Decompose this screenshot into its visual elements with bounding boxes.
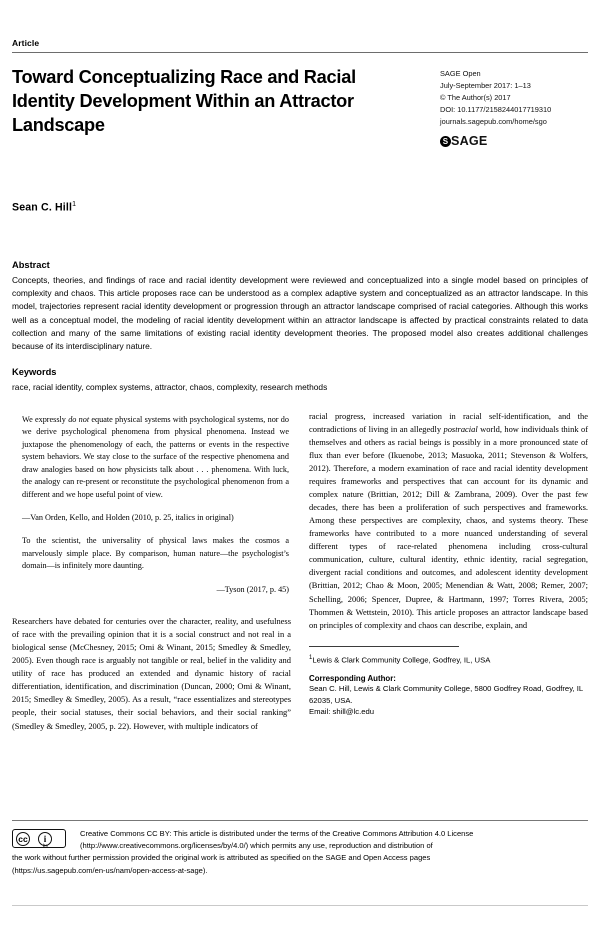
affiliation-marker: 1 [309, 654, 313, 661]
body-columns [12, 410, 588, 733]
right-column [309, 410, 588, 733]
left-column [12, 410, 291, 733]
sage-logo-text: SAGE [451, 133, 488, 148]
abstract-heading: Abstract [12, 259, 50, 270]
header-divider [12, 52, 588, 53]
right-body-part1: racial progress, increased variation in racial self-identification, and the contradictions of living in an allegedly [309, 410, 588, 434]
epigraph-two: To the scientist, the universality of physical laws makes the cosmos a marvelously simple place. By comparison, human nature—the psychologist’s domain—is infinitely more daunting. [22, 536, 289, 571]
abstract-section [12, 260, 588, 353]
sage-logo [440, 131, 588, 151]
page-content [12, 0, 588, 733]
journal-doi: DOI: 10.1177/2158244017719310 [440, 104, 552, 114]
journal-copyright: © The Author(s) 2017 [440, 92, 511, 102]
epigraph-one [22, 414, 291, 501]
abstract-text: Concepts, theories, and findings of race and racial identity development were reviewed and conceptualized into a single model based on principles of complexity and chaos. This article proposes race can be understood as a complex adaptive system and conceptualized as an attractor landscape. In this model, trajectories represent racial identity development or progression through an attractor landscape comprised of racial categories. Although this works well as a conceptual model, the modeling of racial identity development within an attractor landscape is affected by practical constraints related to data collection and many of the same limitations of existing racial identity development theories. The proposed model also creates additional challenges because of its interdisciplinary nature. [12, 274, 588, 352]
keywords-heading: Keywords [12, 367, 57, 378]
author-affiliation [309, 654, 588, 666]
journal-metadata [440, 65, 588, 151]
journal-url[interactable]: journals.sagepub.com/home/sgo [440, 116, 547, 126]
right-body-italic: postracial [443, 423, 478, 434]
page-bottom-divider [12, 905, 588, 906]
keywords-section [12, 367, 588, 394]
license-text [12, 828, 588, 877]
license-row [12, 828, 588, 877]
article-type-kicker: Article [12, 38, 40, 48]
sage-logo-mark: S [440, 136, 451, 147]
affiliation-text: Lewis & Clark Community College, Godfrey, IL, USA [312, 655, 491, 665]
keywords-text: race, racial identity, complex systems, attractor, chaos, complexity, research methods [12, 382, 328, 393]
page-title: Toward Conceptualizing Race and Racial Identity Development Within an Attractor Landscape [12, 67, 356, 136]
journal-name: SAGE Open [440, 69, 481, 78]
footnote-divider [309, 646, 459, 647]
license-line-4[interactable]: (https://us.sagepub.com/en-us/nam/open-access-at-sage). [12, 865, 208, 875]
license-line-3: the work without further permission provided the original work is attributed as specified on the SAGE and Open Access pages [12, 853, 431, 863]
journal-issue: July-September 2017: 1–13 [440, 80, 531, 90]
author-affiliation-marker: 1 [72, 201, 77, 209]
cc-by-label: by [43, 843, 49, 848]
corresponding-author-address: Sean C. Hill, Lewis & Clark Community College, 5800 Godfrey Road, Godfrey, IL 62035, USA. [309, 684, 583, 705]
left-body-paragraph: Researchers have debated for centuries over the character, reality, and usefulness of race with the prevailing opinion that it is a social construct and not real in a biological sense (McChesney, 2015; Omi & Winant, 2015; Smedley & Smedley, 2005). Even though race is arguably not tangible or real, belief in the validity and utility of race has produced an extended and dynamic history of racial differentiation, identification, and discrimination (Duncan, 2000; Omi & Winant, 2015; Smedley & Smedley, 2005). As a result, “race essentializes and stereotypes people, their social statuses, their social behaviors, and their social ranking” (Smedley & Smedley, 2005, p. 22). However, with multiple indicators of [12, 616, 291, 731]
title-row [12, 65, 588, 151]
corresponding-author-email[interactable]: Email: shill@lc.edu [309, 707, 375, 717]
epigraph-one-part1: We expressly [22, 414, 69, 424]
epigraph-one-attribution: —Van Orden, Kello, and Holden (2010, p. 25, italics in original) [22, 513, 234, 523]
epigraph-one-italic: do not [68, 414, 90, 424]
license-divider [12, 820, 588, 821]
license-line-1: Creative Commons CC BY: This article is distributed under the terms of the Creative Commons Attribution 4.0 License [80, 829, 474, 838]
license-line-2[interactable]: (http://www.creativecommons.org/licenses/by/4.0/) which permits any use, reproduction and distribution of [80, 841, 433, 851]
creative-commons-icon [12, 829, 66, 848]
cc-by-circle-icon: i [38, 832, 52, 846]
license-footer [12, 820, 588, 877]
epigraph-spacer [12, 524, 291, 535]
author-name-text: Sean C. Hill [12, 201, 73, 214]
author-name [12, 201, 588, 214]
epigraph-one-part2: equate physical systems with psychological systems, nor do we derive psychological phenomena from physical phenomena. Instead we juxtapose the phenomenology of each, the patterns or events in the respective system behaviors. We stay close to the surface of the respective phenomena and draw analogies based on how physicists talk about . . . phenomena. With luck, the analogy can re-present or reconstitute the psychological phenomenon from a different and we hope useful point of view. [22, 414, 289, 499]
cc-circle-icon: cc [16, 832, 30, 846]
right-body-paragraph [309, 410, 588, 632]
epigraph-two-attribution: —Tyson (2017, p. 45) [216, 584, 289, 594]
right-body-part2: world, how individuals think of themselves and others as racial beings is possibly in a more pronounced state of flux than ever before (Ikuenobe, 2013; Masuoka, 2011; Stevenson & Wolfers, 2012). Therefore, a modern examination of race and racial identity development requires frameworks and perspectives that can account for its dynamic and complex nature (Brittian, 2012; Dill & Zambrana, 2009). Over the past few decades, there has been a proliferation of such perspectives and frameworks. Among these perspectives are complexity, chaos, and systems theory. These frameworks have contributed to a more nuanced understanding of several different types of race-related phenomena including cross-cultural communication, culture, cultural identity, ethnic identity, racial segregation, divergent racial conditions and outcomes, and adolescent identity development (Brittian, 2012; Chao & Moon, 2005; Menendian & Watt, 2008; Remer, 2007; Schelling, 2006; Spencer, Dupree, & Hartmann, 1997; Torres Rivera, 2005; Thommen & Wettstein, 2010). This article proposes an attractor landscape based on principles of complexity and chaos can describe, explain, and [309, 423, 589, 630]
corresponding-author-heading: Corresponding Author: [309, 674, 396, 684]
